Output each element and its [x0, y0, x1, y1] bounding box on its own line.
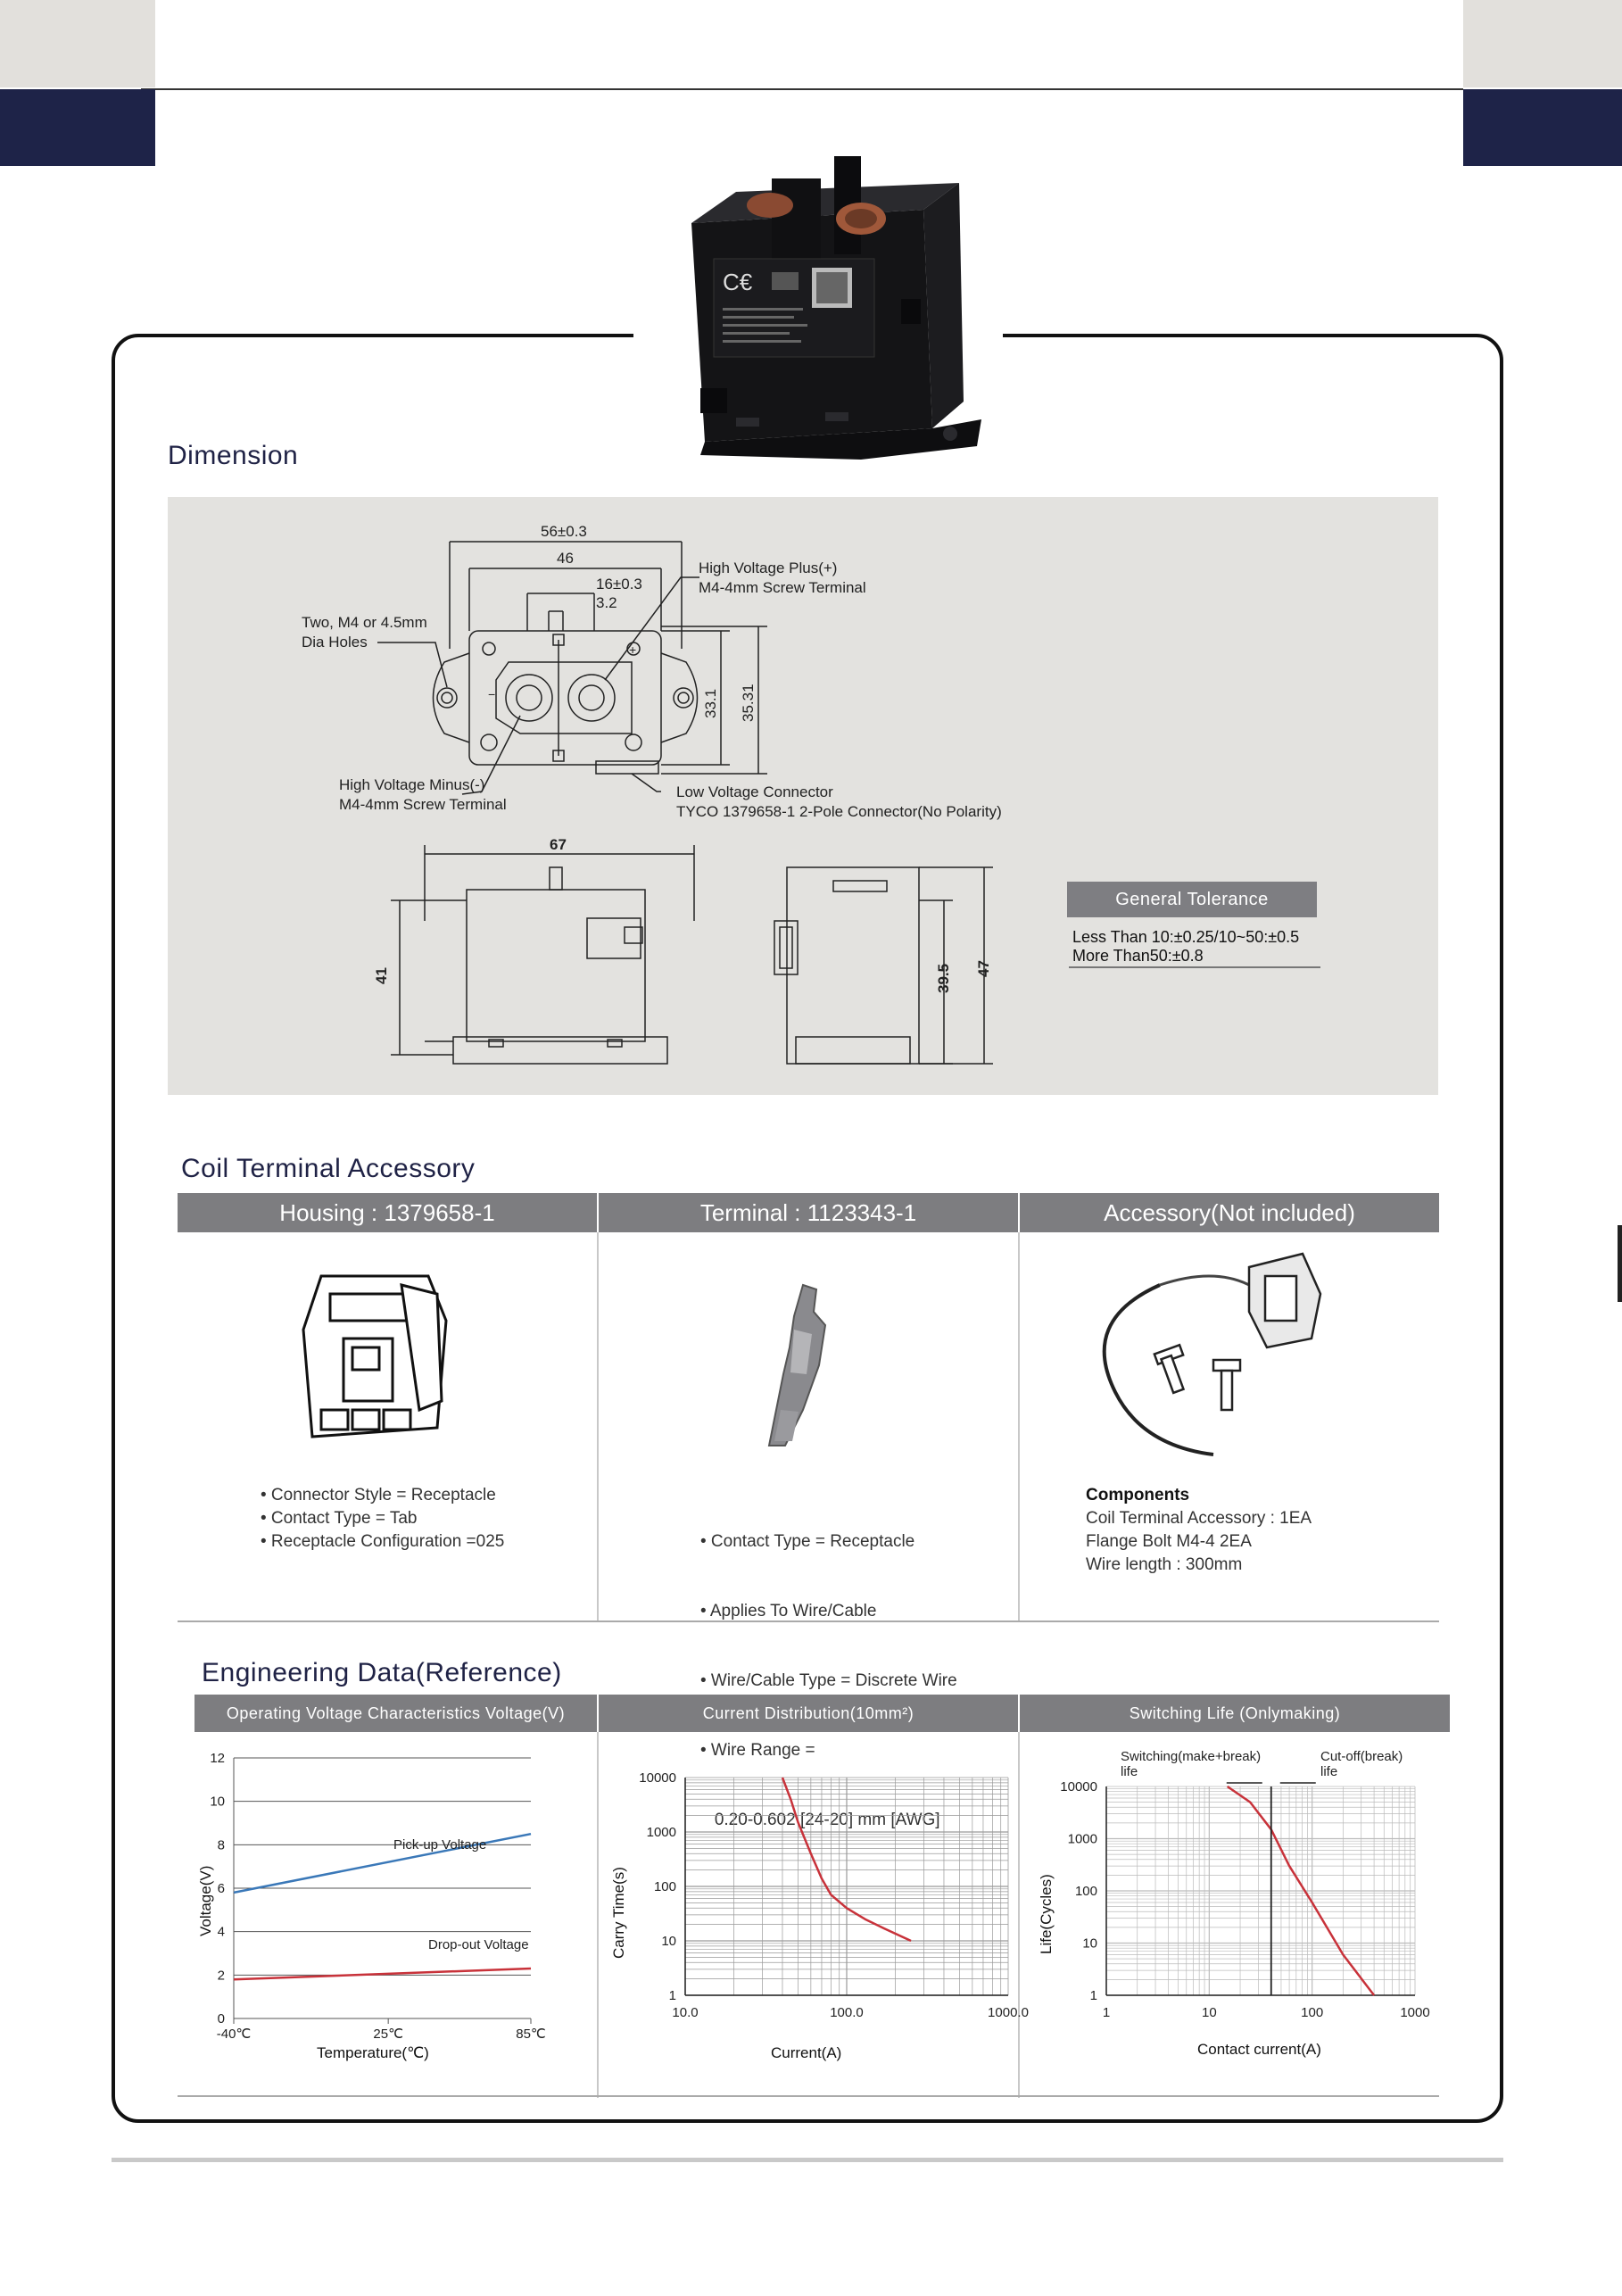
current-distribution-chart — [600, 1740, 1029, 2079]
current-y-tick: 100 — [653, 1879, 676, 1894]
lv-connector-label-2: TYCO 1379658-1 2-Pole Connector(No Polarity) — [676, 803, 1002, 820]
header-tab-left — [0, 89, 155, 166]
life-chart-xlabel: Contact current(A) — [1197, 2041, 1321, 2058]
accessory-title: Coil Terminal Accessory — [181, 1154, 476, 1183]
engineering-title: Engineering Data(Reference) — [202, 1658, 562, 1687]
life-chart-ylabel: Life(Cycles) — [1038, 1874, 1055, 1954]
plus-terminal-label-2: M4-4mm Screw Terminal — [699, 579, 866, 596]
life-y-tick: 1000 — [1067, 1831, 1097, 1847]
current-y-tick: 1 — [668, 1988, 676, 2003]
dropout-voltage-line — [234, 1969, 531, 1979]
dim-39-5: 39.5 — [935, 963, 952, 993]
voltage-y-tick: 4 — [217, 1924, 225, 1940]
cutoff-annotation-1: Cut-off(break) — [1320, 1749, 1403, 1764]
holes-label-2: Dia Holes — [302, 634, 368, 651]
svg-text:+: + — [629, 642, 637, 657]
housing-spec-2: • Contact Type = Tab — [261, 1509, 418, 1528]
life-x-tick: 1000 — [1400, 2005, 1430, 2020]
accessory-divider-2 — [1018, 1232, 1020, 1622]
tolerance-rule — [1069, 966, 1320, 968]
voltage-y-tick: 12 — [210, 1751, 225, 1766]
voltage-chart-xlabel: Temperature(℃) — [317, 2044, 429, 2061]
dim-3-2: 3.2 — [596, 594, 617, 611]
tolerance-header: General Tolerance — [1067, 882, 1317, 917]
housing-spec-1: • Connector Style = Receptacle — [261, 1486, 496, 1504]
terminal-spec-3: • Wire/Cable Type = Discrete Wire — [700, 1671, 957, 1690]
header-band-left — [0, 0, 155, 87]
lv-connector-label-1: Low Voltage Connector — [676, 783, 833, 800]
voltage-x-tick: 85℃ — [516, 2027, 546, 2042]
terminal-image — [749, 1276, 848, 1455]
component-2: Flange Bolt M4-4 2EA — [1086, 1532, 1252, 1551]
current-x-tick: 10.0 — [672, 2005, 699, 2020]
page-side-mark — [1618, 1225, 1622, 1302]
voltage-y-tick: 2 — [217, 1968, 225, 1984]
voltage-x-tick: -40℃ — [216, 2027, 252, 2042]
housing-header: Housing : 1379658-1 — [178, 1193, 597, 1232]
dim-16: 16±0.3 — [596, 576, 642, 593]
component-3: Wire length : 300mm — [1086, 1555, 1243, 1574]
plus-terminal-label-1: High Voltage Plus(+) — [699, 559, 838, 576]
tolerance-line-2: More Than50:±0.8 — [1072, 947, 1204, 965]
engineering-divider-1 — [597, 1732, 599, 2098]
voltage-chart-header: Operating Voltage Characteristics Voltage(V) — [194, 1695, 597, 1732]
current-chart-xlabel: Current(A) — [771, 2044, 842, 2061]
dimension-drawing — [168, 497, 1438, 1095]
housing-specs — [261, 1484, 504, 1554]
components-title: Components — [1086, 1486, 1190, 1504]
housing-image — [294, 1267, 455, 1446]
switching-life-chart — [1021, 1740, 1449, 2079]
terminal-spec-2: • Applies To Wire/Cable — [700, 1602, 877, 1620]
voltage-temperature-chart — [178, 1740, 593, 2079]
dim-67: 67 — [550, 836, 567, 853]
accessory-divider-1 — [597, 1232, 599, 1622]
tolerance-line-1: Less Than 10:±0.25/10~50:±0.5 — [1072, 928, 1300, 946]
switching-annotation-2: life — [1121, 1764, 1138, 1779]
dim-35-31: 35.31 — [740, 684, 757, 722]
housing-spec-3: • Receptacle Configuration =025 — [261, 1532, 505, 1551]
minus-terminal-label-2: M4-4mm Screw Terminal — [339, 796, 507, 813]
page-bottom-rule — [112, 2158, 1503, 2162]
life-y-tick: 100 — [1074, 1884, 1097, 1899]
dimension-title: Dimension — [168, 441, 299, 470]
accessory-header: Accessory(Not included) — [1020, 1193, 1439, 1232]
voltage-x-tick: 25℃ — [373, 2027, 403, 2042]
engineering-divider-2 — [1018, 1732, 1020, 2098]
header-band-right — [1463, 0, 1622, 87]
component-1: Coil Terminal Accessory : 1EA — [1086, 1509, 1312, 1528]
pickup-voltage-label: Pick-up Voltage — [393, 1837, 487, 1853]
life-chart-header: Switching Life (Onlymaking) — [1020, 1695, 1450, 1732]
terminal-spec-4: • Wire Range = — [700, 1741, 815, 1760]
voltage-y-tick: 0 — [217, 2011, 225, 2027]
engineering-bottom-rule — [178, 2095, 1439, 2097]
switching-annotation-1: Switching(make+break) — [1121, 1749, 1262, 1764]
svg-text:−: − — [488, 687, 496, 701]
cutoff-annotation-2: life — [1320, 1764, 1338, 1779]
minus-terminal-label-1: High Voltage Minus(-) — [339, 776, 485, 793]
terminal-spec-5: 0.20-0.602 [24-20] mm [AWG] — [700, 1811, 940, 1829]
current-x-tick: 1000.0 — [988, 2005, 1029, 2020]
holes-label-1: Two, M4 or 4.5mm — [302, 614, 427, 631]
life-x-tick: 1 — [1102, 2005, 1111, 2020]
terminal-header: Terminal : 1123343-1 — [599, 1193, 1018, 1232]
dim-46: 46 — [557, 550, 574, 567]
voltage-y-tick: 6 — [217, 1881, 225, 1896]
dim-41: 41 — [373, 967, 390, 984]
life-y-tick: 10000 — [1060, 1779, 1097, 1795]
svg-text:C€: C€ — [723, 269, 753, 295]
voltage-chart-ylabel: Voltage(V) — [197, 1865, 214, 1936]
dim-56: 56±0.3 — [541, 523, 587, 540]
dim-47: 47 — [975, 960, 992, 977]
current-x-tick: 100.0 — [830, 2005, 864, 2020]
life-y-tick: 10 — [1082, 1935, 1097, 1952]
dim-33-1: 33.1 — [702, 688, 719, 718]
current-chart-ylabel: Carry Time(s) — [610, 1867, 627, 1959]
current-y-tick: 10000 — [639, 1770, 676, 1786]
relay-product-image — [665, 152, 986, 460]
header-rule — [141, 88, 1463, 90]
current-chart-header: Current Distribution(10mm²) — [599, 1695, 1018, 1732]
header-tab-right — [1463, 89, 1622, 166]
terminal-spec-1: • Contact Type = Receptacle — [700, 1532, 915, 1551]
life-x-tick: 100 — [1301, 2005, 1324, 2020]
components-list — [1086, 1507, 1312, 1577]
current-y-tick: 1000 — [646, 1825, 676, 1840]
current-y-tick: 10 — [661, 1934, 676, 1949]
voltage-y-tick: 8 — [217, 1837, 225, 1853]
dropout-voltage-label: Drop-out Voltage — [428, 1937, 529, 1952]
accessory-kit-image — [1097, 1249, 1347, 1463]
voltage-y-tick: 10 — [210, 1794, 225, 1810]
life-x-tick: 10 — [1201, 2005, 1217, 2020]
life-y-tick: 1 — [1089, 1988, 1097, 2003]
